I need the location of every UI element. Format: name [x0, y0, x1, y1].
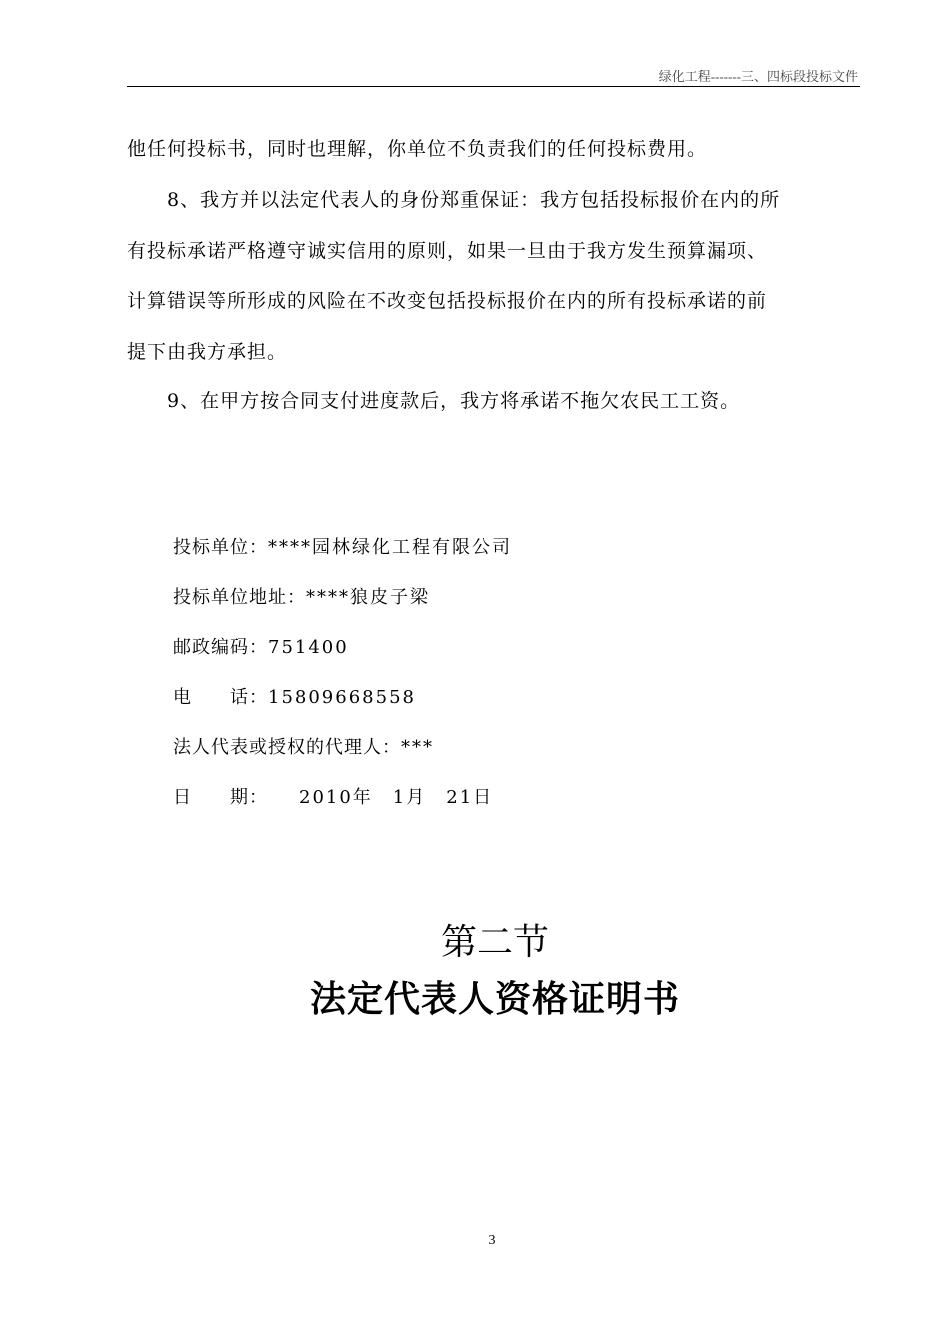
header-divider: [127, 86, 860, 87]
phone-value: 15809668558: [268, 687, 416, 708]
body-line-3: 有投标承诺严格遵守诚实信用的原则，如果一旦由于我方发生预算漏项、: [127, 240, 768, 262]
bidder-address-value: ****狼皮子梁: [306, 587, 430, 608]
body-line-4: 计算错误等所形成的风险在不改变包括投标报价在内的所有投标承诺的前: [127, 290, 768, 312]
bidder-address-label: 投标单位地址：: [173, 587, 306, 608]
date-row: [173, 789, 493, 807]
phone-label: 电 话：: [173, 687, 268, 708]
bidder-unit-value: ****园林绿化工程有限公司: [268, 537, 512, 558]
body-line-1: 他任何投标书，同时也理解，你单位不负责我们的任何投标费用。: [127, 138, 708, 160]
postcode-row: [173, 639, 349, 657]
representative-label: 法人代表或授权的代理人：: [173, 737, 401, 758]
bidder-unit-label: 投标单位：: [173, 537, 268, 558]
page-number: 3: [488, 1233, 496, 1248]
body-line-5: 提下由我方承担。: [127, 341, 288, 363]
body-line-6: 9、在甲方按合同支付进度款后，我方将承诺不拖欠农民工工资。: [127, 390, 741, 412]
postcode-value: 751400: [268, 637, 349, 658]
representative-row: [173, 739, 434, 757]
body-line-2: 8、我方并以法定代表人的身份郑重保证：我方包括投标报价在内的所: [127, 189, 781, 211]
header-title: 绿化工程-------三、四标段投标文件: [658, 69, 858, 84]
date-label: 日 期：: [173, 787, 259, 808]
date-value: 2010年 1月 21日: [259, 787, 494, 808]
bidder-address-row: [173, 589, 430, 607]
bidder-unit-row: [173, 539, 512, 557]
postcode-label: 邮政编码：: [173, 637, 268, 658]
representative-value: ***: [401, 737, 434, 758]
section-title: 法定代表人资格证明书: [309, 979, 680, 1020]
phone-row: [173, 689, 416, 707]
section-number: 第二节: [440, 922, 549, 963]
